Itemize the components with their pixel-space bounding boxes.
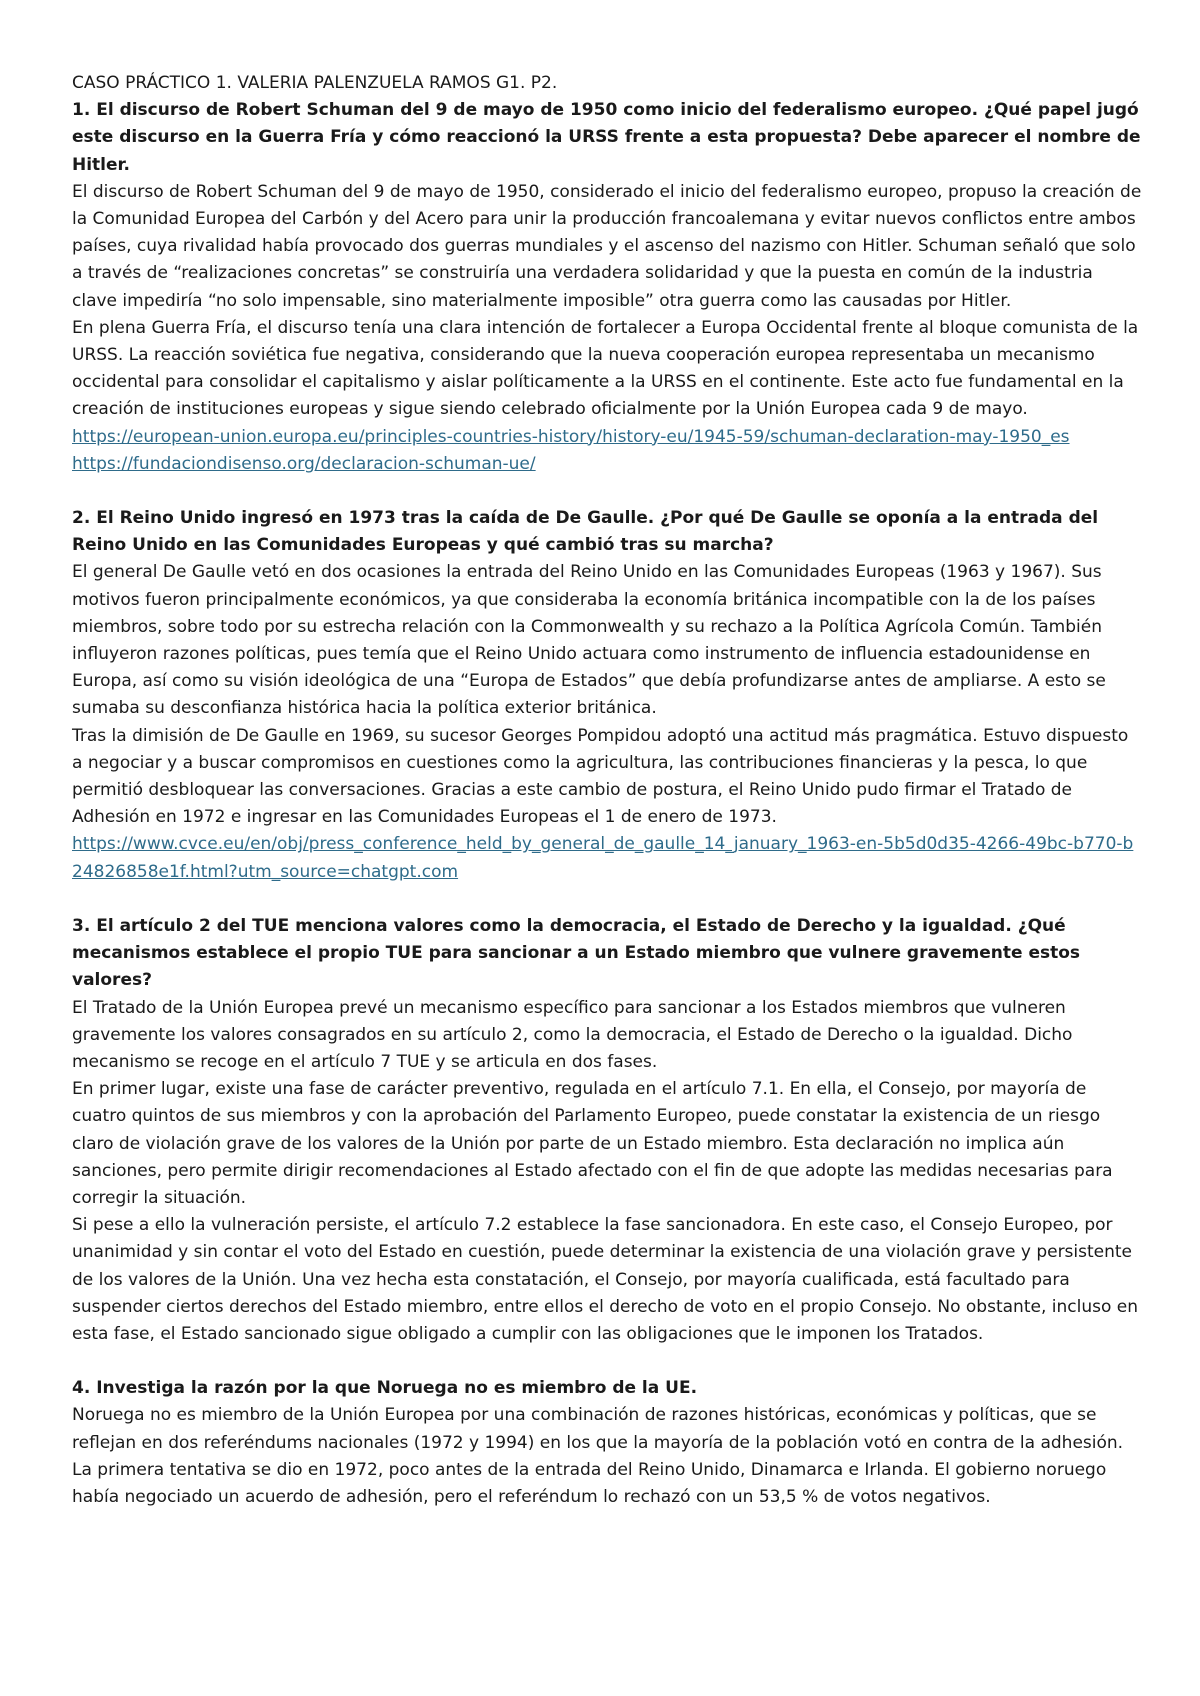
section-spacer	[72, 478, 1142, 505]
section-spacer	[72, 1348, 1142, 1375]
answer-3-paragraph-2: En primer lugar, existe una fase de carácter preventivo, regulada en el artículo 7.1. En ella, el Consejo, por mayoría de cuatro quintos de sus miembros y con la aprobación del Parlamento Europeo, puede constatar la existencia de un riesgo claro de violación grave de los valores de la Unión por parte de un Estado miembro. Esta declaración no implica aún sanciones, pero permite dirigir recomendaciones al Estado afectado con el fin de que adopte las medidas necesarias para corregir la situación.	[72, 1079, 1113, 1208]
source-link-1b[interactable]: https://fundaciondisenso.org/declaracion-schuman-ue/	[72, 453, 536, 474]
answer-4-paragraph-2: La primera tentativa se dio en 1972, poco antes de la entrada del Reino Unido, Dinamarca e Irlanda. El gobierno noruego había negociado un acuerdo de adhesión, pero el referéndum lo rechazó con un 53,5 % de votos negativos.	[72, 1459, 1107, 1507]
question-4: 4. Investiga la razón por la que Noruega no es miembro de la UE.	[72, 1378, 698, 1399]
document-page	[72, 70, 1142, 1511]
document-title: CASO PRÁCTICO 1. VALERIA PALENZUELA RAMOS G1. P2.	[72, 73, 558, 93]
answer-4-paragraph-1: Noruega no es miembro de la Unión Europea por una combinación de razones históricas, económicas y políticas, que se reflejan en dos referéndums nacionales (1972 y 1994) en los que la mayoría de la población votó en contra de la adhesión.	[72, 1405, 1124, 1453]
answer-2-paragraph-2: Tras la dimisión de De Gaulle en 1969, su sucesor Georges Pompidou adoptó una actitud más pragmática. Estuvo dispuesto a negociar y a buscar compromisos en cuestiones como la agricultura, las contribuciones financieras y la pesca, lo que permitió desbloquear las conversaciones. Gracias a este cambio de postura, el Reino Unido pudo firmar el Tratado de Adhesión en 1972 e ingresar en las Comunidades Europeas el 1 de enero de 1973.	[72, 725, 1129, 828]
answer-3-paragraph-3: Si pese a ello la vulneración persiste, el artículo 7.2 establece la fase sancionadora. En este caso, el Consejo Europeo, por unanimidad y sin contar el voto del Estado en cuestión, puede determinar la existencia de una violación grave y persistente de los valores de la Unión. Una vez hecha esta constatación, el Consejo, por mayoría cualificada, está facultado para suspender ciertos derechos del Estado miembro, entre ellos el derecho de voto en el propio Consejo. No obstante, incluso en esta fase, el Estado sancionado sigue obligado a cumplir con las obligaciones que le imponen los Tratados.	[72, 1215, 1138, 1344]
question-2: 2. El Reino Unido ingresó en 1973 tras la caída de De Gaulle. ¿Por qué De Gaulle se oponía a la entrada del Reino Unido en las Comunidades Europeas y qué cambió tras su marcha?	[72, 508, 1099, 556]
answer-1-paragraph-1: El discurso de Robert Schuman del 9 de mayo de 1950, considerado el inicio del federalismo europeo, propuso la creación de la Comunidad Europea del Carbón y del Acero para unir la producción francoalemana y evitar nuevos conflictos entre ambos países, cuya rivalidad había provocado dos guerras mundiales y el ascenso del nazismo con Hitler. Schuman señaló que solo a través de “realizaciones concretas” se construiría una verdadera solidaridad y que la puesta en común de la industria clave impediría “no solo impensable, sino materialmente imposible” otra guerra como las causadas por Hitler.	[72, 181, 1142, 311]
question-3: 3. El artículo 2 del TUE menciona valores como la democracia, el Estado de Derecho y la igualdad. ¿Qué mecanismos establece el propio TUE para sancionar a un Estado miembro que vulnere gravemente estos valores?	[72, 915, 1081, 991]
source-link-1a[interactable]: https://european-union.europa.eu/principles-countries-history/history-eu/1945-59/schuman-declaration-may-1950_es	[72, 426, 1070, 447]
source-link-2[interactable]: https://www.cvce.eu/en/obj/press_conference_held_by_general_de_gaulle_14_january_1963-en-5b5d0d35-4266-49bc-b770-b24826858e1f.html?utm_source=chatgpt.com	[72, 834, 1134, 882]
answer-2-paragraph-1: El general De Gaulle vetó en dos ocasiones la entrada del Reino Unido en las Comunidades Europeas (1963 y 1967). Sus motivos fueron principalmente económicos, ya que consideraba la economía británica incompatible con la de los países miembros, sobre todo por su estrecha relación con la Commonwealth y su rechazo a la Política Agrícola Común. También influyeron razones políticas, pues temía que el Reino Unido actuara como instrumento de influencia estadounidense en Europa, así como su visión ideológica de una “Europa de Estados” que debía profundizarse antes de ampliarse. A esto se sumaba su desconfianza histórica hacia la política exterior británica.	[72, 562, 1106, 719]
answer-3-paragraph-1: El Tratado de la Unión Europea prevé un mecanismo específico para sancionar a los Estados miembros que vulneren gravemente los valores consagrados en su artículo 2, como la democracia, el Estado de Derecho o la igualdad. Dicho mecanismo se recoge en el artículo 7 TUE y se articula en dos fases.	[72, 997, 1073, 1072]
answer-1-paragraph-2: En plena Guerra Fría, el discurso tenía una clara intención de fortalecer a Europa Occidental frente al bloque comunista de la URSS. La reacción soviética fue negativa, considerando que la nueva cooperación europea representaba un mecanismo occidental para consolidar el capitalismo y aislar políticamente a la URSS en el continente. Este acto fue fundamental en la creación de instituciones europeas y sigue siendo celebrado oficialmente por la Unión Europea cada 9 de mayo.	[72, 317, 1139, 420]
section-spacer	[72, 886, 1142, 913]
question-1: 1. El discurso de Robert Schuman del 9 de mayo de 1950 como inicio del federalismo europeo. ¿Qué papel jugó este discurso en la Guerra Fría y cómo reaccionó la URSS frente a esta propuesta? Debe aparecer el nombre de Hitler.	[72, 100, 1141, 175]
